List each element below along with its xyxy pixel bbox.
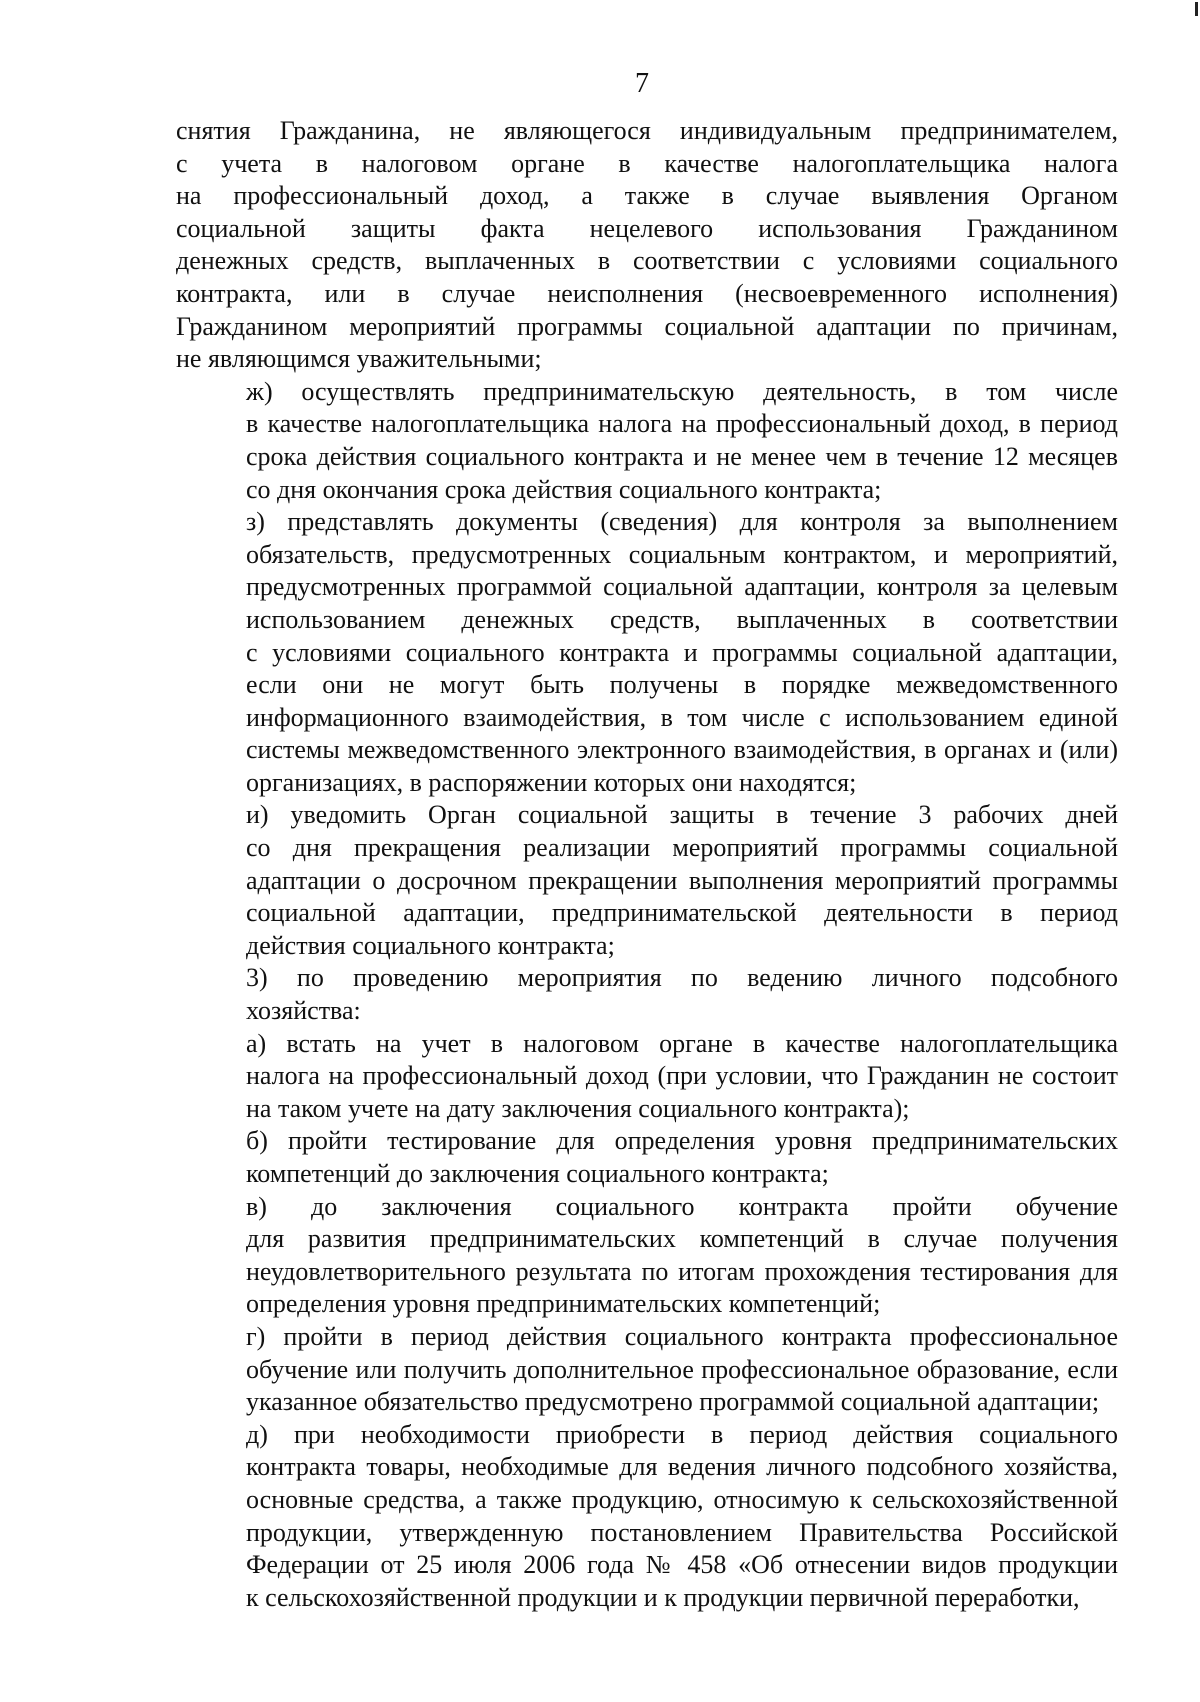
- text-line: на профессиональный доход, а также в случае выявления Органом: [176, 181, 1118, 211]
- text-line: основные средства, а также продукцию, относимую к сельскохозяйственной: [246, 1484, 1118, 1514]
- text-line: на таком учете на дату заключения социального контракта);: [246, 1093, 910, 1123]
- text-line: не являющимся уважительными;: [176, 344, 542, 374]
- text-line: налога на профессиональный доход (при условии, что Гражданин не состоит: [246, 1061, 1118, 1091]
- text-line: хозяйства:: [246, 996, 361, 1026]
- text-line: определения уровня предпринимательских компетенций;: [246, 1289, 881, 1319]
- text-line: компетенций до заключения социального контракта;: [246, 1159, 829, 1188]
- text-line: указанное обязательство предусмотрено программой социальной адаптации;: [246, 1387, 1100, 1417]
- text-line: в) до заключения социального контракта пройти обучение: [246, 1191, 1118, 1221]
- text-line: ж) осуществлять предпринимательскую деятельность, в том числе: [246, 376, 1118, 406]
- paragraph: [176, 1191, 1118, 1321]
- text-line: а) встать на учет в налоговом органе в качестве налогоплательщика: [246, 1028, 1118, 1058]
- paragraph: [176, 1419, 1118, 1615]
- text-line: с условиями социального контракта и программы социальной адаптации,: [246, 637, 1118, 667]
- paragraph: [176, 115, 1118, 376]
- paragraph: [176, 1125, 1118, 1190]
- text-line: действия социального контракта;: [246, 930, 615, 960]
- text-line: з) представлять документы (сведения) для контроля за выполнением: [246, 507, 1118, 537]
- text-line: со дня окончания срока действия социального контракта;: [246, 474, 882, 504]
- paragraph: [176, 1321, 1118, 1419]
- text-line: обязательств, предусмотренных социальным контрактом, и мероприятий,: [246, 539, 1118, 569]
- paragraph: [176, 962, 1118, 1027]
- text-line: организациях, в распоряжении которых они находятся;: [246, 767, 857, 797]
- text-line: контракта товары, необходимые для ведения личного подсобного хозяйства,: [246, 1452, 1118, 1482]
- paragraph: [176, 506, 1118, 799]
- text-line: со дня прекращения реализации мероприятий программы социальной: [246, 833, 1118, 863]
- text-line: предусмотренных программой социальной адаптации, контроля за целевым: [246, 572, 1118, 602]
- scan-edge-mark: [1195, 2, 1198, 16]
- paragraph: [176, 376, 1118, 506]
- text-line: социальной адаптации, предпринимательской деятельности в период: [246, 898, 1118, 928]
- text-line: б) пройти тестирование для определения уровня предпринимательских: [246, 1126, 1118, 1156]
- text-line: снятия Гражданина, не являющегося индивидуальным предпринимателем,: [176, 116, 1118, 145]
- text-line: срока действия социального контракта и не менее чем в течение 12 месяцев: [246, 441, 1118, 471]
- text-line: неудовлетворительного результата по итогам прохождения тестирования для: [246, 1256, 1118, 1286]
- text-line: д) при необходимости приобрести в период действия социального: [246, 1419, 1118, 1449]
- text-line: контракта, или в случае неисполнения (несвоевременного исполнения): [176, 278, 1118, 308]
- text-line: информационного взаимодействия, в том числе с использованием единой: [246, 702, 1118, 732]
- text-line: социальной защиты факта нецелевого использования Гражданином: [176, 213, 1118, 243]
- text-line: Федерации от 25 июля 2006 года № 458 «Об отнесении видов продукции: [246, 1550, 1118, 1580]
- text-line: в качестве налогоплательщика налога на профессиональный доход, в период: [246, 409, 1118, 439]
- text-line: к сельскохозяйственной продукции и к продукции первичной переработки,: [246, 1582, 1080, 1612]
- text-line: Гражданином мероприятий программы социальной адаптации по причинам,: [176, 311, 1118, 341]
- text-line: использованием денежных средств, выплаченных в соответствии: [246, 604, 1118, 634]
- text-line: системы межведомственного электронного взаимодействия, в органах и (или): [246, 735, 1118, 765]
- paragraph: [176, 799, 1118, 962]
- text-line: денежных средств, выплаченных в соответствии с условиями социального: [176, 246, 1118, 276]
- document-body: [176, 115, 1118, 1614]
- text-line: и) уведомить Орган социальной защиты в течение 3 рабочих дней: [246, 800, 1118, 830]
- text-line: адаптации о досрочном прекращении выполнения мероприятий программы: [246, 865, 1118, 895]
- text-line: продукции, утвержденную постановлением Правительства Российской: [246, 1517, 1118, 1547]
- text-line: для развития предпринимательских компетенций в случае получения: [246, 1224, 1118, 1254]
- text-line: 3) по проведению мероприятия по ведению личного подсобного: [246, 963, 1118, 993]
- page-number: 7: [635, 68, 649, 99]
- text-line: с учета в налоговом органе в качестве налогоплательщика налога: [176, 148, 1118, 178]
- text-line: если они не могут быть получены в порядке межведомственного: [246, 670, 1118, 700]
- text-line: обучение или получить дополнительное профессиональное образование, если: [246, 1354, 1118, 1384]
- text-line: г) пройти в период действия социального контракта профессиональное: [246, 1321, 1118, 1351]
- paragraph: [176, 1028, 1118, 1126]
